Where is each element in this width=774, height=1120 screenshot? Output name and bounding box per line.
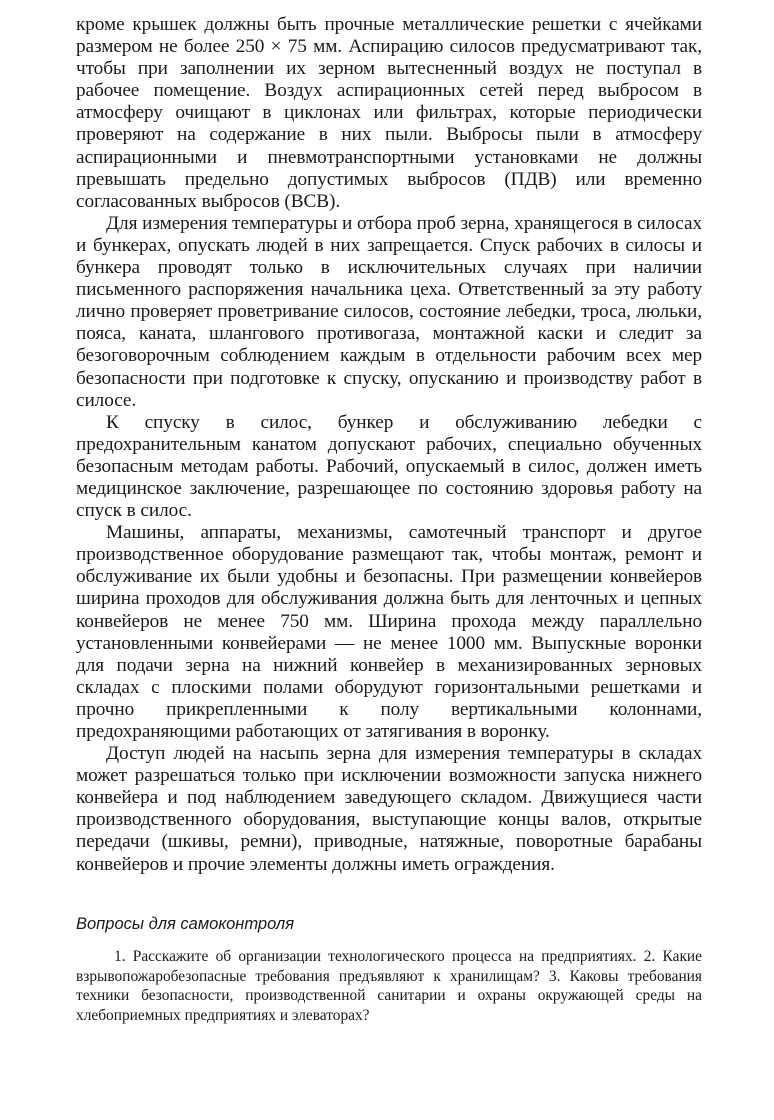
section-heading: Вопросы для самоконтроля bbox=[76, 915, 295, 933]
paragraph-equipment-placement: Машины, аппараты, механизмы, самотечный транспорт и другое производственное оборудование размещают так, чтобы монтаж, ремонт и обслуживание их были удобны и безопасны. При размещении конвейеров ширина проходов для обслуживания должна быть для ленточных и цепных конвейеров не менее 750 мм. Ширина прохода между параллельно установленными конвейерами — не менее 1000 мм. Выпускные воронки для подачи зерна на нижний конвейер в механизированных зерновых складах с плоскими полами оборудуют горизонтальными решетками и прочно прикрепленными к полу вертикальными колоннами, предохраняющими работающих от затягивания в воронку. bbox=[76, 522, 702, 742]
paragraph-silo-descent: К спуску в силос, бункер и обслуживанию лебедки с предохранительным канатом допускают рабочих, специально обученных безопасным методам работы. Рабочий, опускаемый в силос, должен иметь медицинское заключение, разрешающее по состоянию здоровья работу на спуск в силос. bbox=[76, 411, 702, 522]
paragraph-silo-measurement: Для измерения температуры и отбора проб зерна, хранящегося в силосах и бункерах, опускать людей в них запрещается. Спуск рабочих в силосы и бункера проводят только в исключительных случаях при наличии письменного распоряжения начальника цеха. Ответственный за эту работу лично проверяет проветривание силосов, состояние лебедки, троса, люльки, пояса, каната, шлангового противогаза, монтажной каски и следит за безоговорочным соблюдением каждым в отдельности рабочим всех мер безопасности при подготовке к спуску, опусканию и производству работ в силосе. bbox=[76, 212, 702, 411]
questions-block bbox=[76, 947, 702, 1025]
paragraph-continuation: кроме крышек должны быть прочные металлические решетки с ячейками размером не более 250 × 75 мм. Аспирацию силосов предусматривают так, чтобы при заполнении их зерном вытесненный воздух не поступал в рабочее помещение. Воздух аспирационных сетей перед выбросом в атмосферу очищают в циклонах или фильтрах, которые периодически проверяют на содержание в них пыли. Выбросы пыли в атмосферу аспирационными и пневмотранспортными установками не должны превышать предельно допустимых выбросов (ПДВ) или временно согласованных выбросов (ВСВ). bbox=[76, 14, 702, 212]
paragraph-grain-access: Доступ людей на насыпь зерна для измерения температуры в складах может разрешаться только при исключении возможности запуска нижнего конвейера и под наблюдением заведующего складом. Движущиеся части производственного оборудования, выступающие концы валов, открытые передачи (шкивы, ремни), приводные, натяжные, поворотные барабаны конвейеров и прочие элементы должны иметь ограждения. bbox=[76, 743, 702, 875]
questions-text: 1. Расскажите об организации технологического процесса на предприятиях. 2. Какие взрывопожаробезопасные требования предъявляют к хранилищам? 3. Каковы требования техники безопасности, производственной санитарии и охраны окружающей среды на хлебоприемных предприятиях и элеваторах? bbox=[76, 948, 702, 1024]
body-text bbox=[76, 14, 702, 876]
